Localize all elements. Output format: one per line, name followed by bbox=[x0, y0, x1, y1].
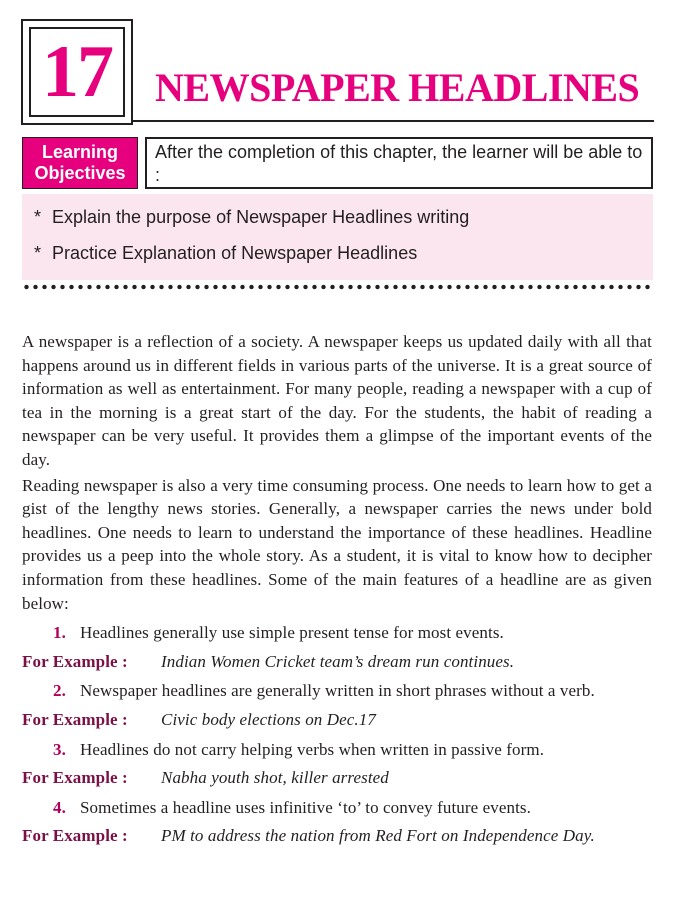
example-row bbox=[22, 650, 652, 674]
example-label: For Example : bbox=[22, 651, 128, 671]
feature-text: Newspaper headlines are generally written in short phrases without a verb. bbox=[80, 681, 595, 701]
feature-number: 3. bbox=[53, 739, 66, 759]
feature-number: 1. bbox=[53, 623, 66, 643]
learning-objectives-intro: After the completion of this chapter, the learner will be able to : bbox=[145, 137, 653, 189]
example-row bbox=[22, 766, 652, 790]
example-headline: Indian Women Cricket team’s dream run continues. bbox=[161, 651, 515, 671]
feature-number: 2. bbox=[53, 681, 66, 701]
body-paragraph: A newspaper is a reflection of a society. A newspaper keeps us updated daily with all that happens around us in different fields in various parts of the universe. It is a great source of information as well as entertainment. For many people, reading a newspaper with a cup of tea in the morning is a great start of the day. For the students, the habit of reading a newspaper can be very useful. It provides them a glimpse of the important events of the day. bbox=[22, 332, 652, 469]
learning-objective-text: Practice Explanation of Newspaper Headlines bbox=[52, 243, 418, 263]
feature-item bbox=[22, 679, 652, 703]
chapter-number-frame bbox=[29, 27, 125, 117]
chapter-title: NEWSPAPER HEADLINES bbox=[155, 65, 640, 110]
chapter-number-box bbox=[21, 19, 133, 125]
learning-objectives-label bbox=[22, 137, 138, 189]
dotted-divider bbox=[22, 284, 653, 290]
chapter-body bbox=[22, 330, 652, 848]
learning-objective-text: Explain the purpose of Newspaper Headlines writing bbox=[52, 207, 470, 227]
learning-objectives-label-line2: Objectives bbox=[34, 163, 126, 183]
example-headline: PM to address the nation from Red Fort on Independence Day. bbox=[161, 826, 595, 846]
chapter-number: 17 bbox=[42, 31, 112, 113]
feature-item bbox=[22, 738, 652, 762]
asterisk-bullet: * bbox=[34, 243, 42, 263]
learning-objectives-list bbox=[22, 194, 653, 280]
asterisk-bullet: * bbox=[34, 207, 42, 227]
example-label: For Example : bbox=[22, 826, 128, 846]
learning-objectives-label-line1: Learning bbox=[41, 142, 118, 162]
example-headline: Civic body elections on Dec.17 bbox=[161, 709, 376, 729]
example-label: For Example : bbox=[22, 709, 128, 729]
feature-item bbox=[22, 796, 652, 820]
learning-objective-item bbox=[22, 206, 653, 242]
feature-text: Sometimes a headline uses infinitive ‘to’ to convey future events. bbox=[80, 797, 531, 817]
body-paragraph: Reading newspaper is also a very time consuming process. One needs to learn how to get a gist of the lengthy news stories. Generally, a newspaper carries the news under bold headlines. One needs to learn to understand the importance of these headlines. Headline provides us a peep into the whole story. As a student, it is vital to know how to decipher information from these headlines. Some of the main features of a headline are as given below: bbox=[22, 475, 652, 613]
example-row bbox=[22, 708, 652, 732]
feature-text: Headlines generally use simple present tense for most events. bbox=[80, 623, 504, 643]
example-headline: Nabha youth shot, killer arrested bbox=[161, 768, 389, 788]
example-row bbox=[22, 824, 652, 848]
feature-item bbox=[22, 621, 652, 645]
example-label: For Example : bbox=[22, 768, 128, 788]
feature-text: Headlines do not carry helping verbs when written in passive form. bbox=[80, 739, 545, 759]
title-underline bbox=[133, 120, 654, 122]
learning-objective-item bbox=[22, 242, 653, 278]
feature-number: 4. bbox=[53, 797, 66, 817]
